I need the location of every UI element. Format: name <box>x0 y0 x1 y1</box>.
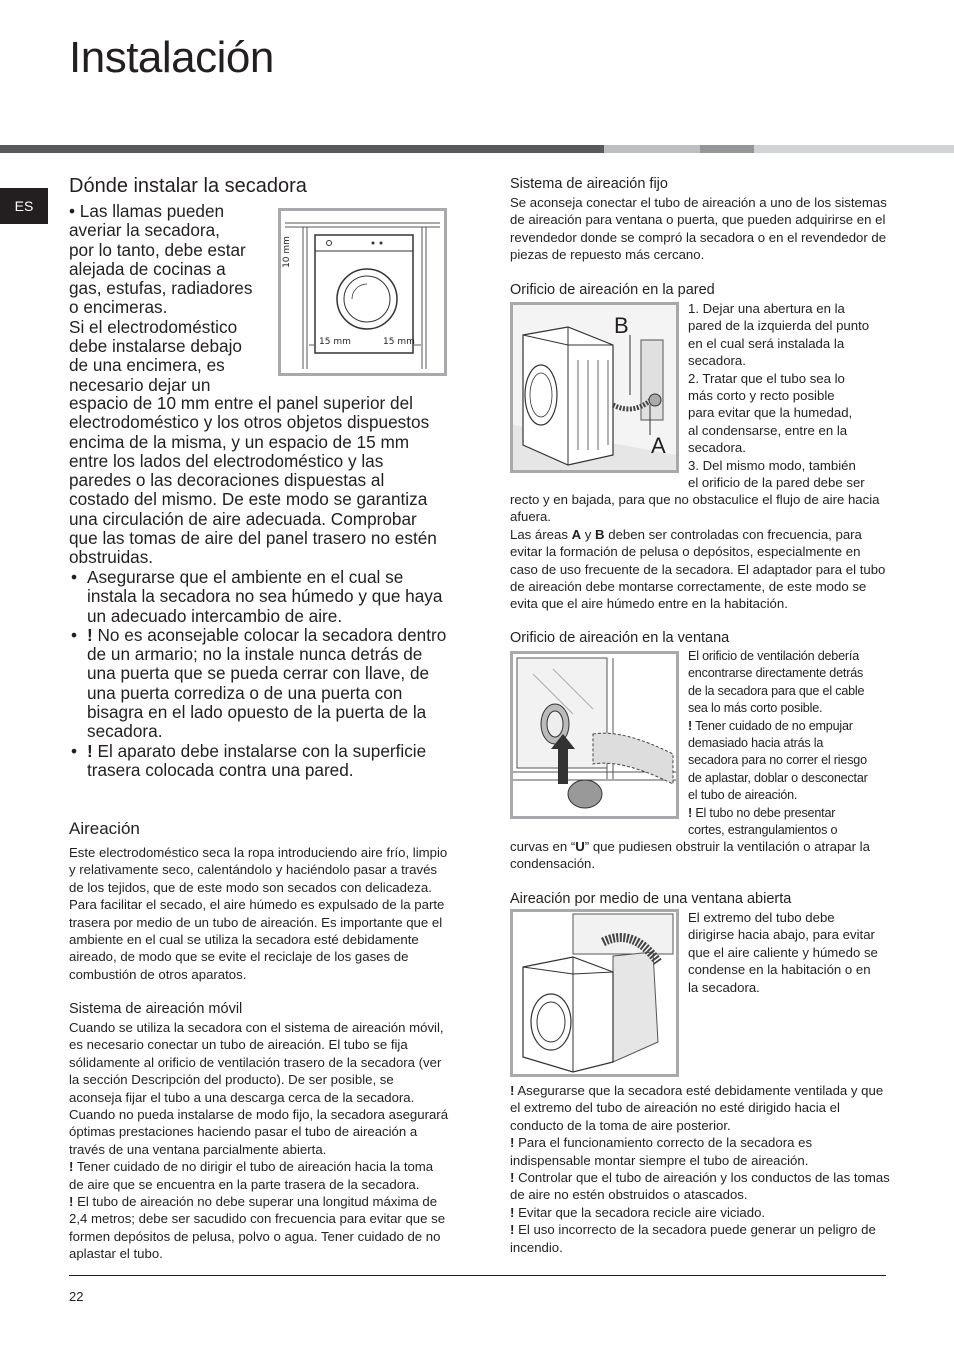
movil-note-1 <box>69 1158 449 1193</box>
warning-mark: ! <box>510 1135 515 1151</box>
final-note-5 <box>510 1221 890 1256</box>
area-b-ref: B <box>595 526 605 542</box>
pared-line: 2. Tratar que el tubo sea lo <box>688 370 845 386</box>
note-text: Tener cuidado de no empujar <box>695 718 853 733</box>
clearance-label-left: 15 mm <box>319 337 351 347</box>
page-number: 22 <box>69 1289 84 1304</box>
abierta-line: que el aire caliente y húmedo se <box>688 944 878 960</box>
ventana-line <box>688 805 898 822</box>
ventana-side-text <box>688 648 898 839</box>
ventana-heading: Orificio de aireación en la ventana <box>510 630 730 646</box>
warning-mark: ! <box>69 1194 74 1210</box>
warning-mark: ! <box>87 624 93 645</box>
aireacion-heading: Aireación <box>69 819 140 838</box>
aireacion-text: Este electrodoméstico seca la ropa introduciendo aire frío, limpio y relativamente seco, calentándolo y haciéndolo pasar a través de los tejidos, que de este modo son secados con delicadeza. Para facilitar el secado, el aire húmedo es expulsado de la parte trasera por medio de un tubo de aireación. Es importante que el ambiente en el cual se utiliza la secadora esté debidamente aireado, de modo que se evite el reciclaje de los gases de combustión de otros aparatos. <box>69 845 448 982</box>
ventana-line: de aplastar, doblar o desconectar <box>688 770 868 785</box>
note-text: Evitar que la secadora recicle aire viciado. <box>518 1204 766 1220</box>
pared-line: en el cual será instalada la <box>688 335 845 351</box>
where-bullet-2: • Asegurarse que el ambiente en el cual se instala la secadora no sea húmedo y que haya un adecuado intercambio de aire. <box>71 567 443 626</box>
where-line: necesario dejar un <box>69 374 211 395</box>
ventana-line: demasiado hacia atrás la <box>688 736 824 751</box>
area-a-ref: A <box>571 526 582 542</box>
dryer-clearance-illustration <box>281 211 444 373</box>
text-span: ” que pudiesen obstruir la ventilación o atrapar la condensación. <box>510 839 870 872</box>
final-note-3 <box>510 1169 890 1204</box>
text-span: deben ser controladas con frecuencia, para evitar la formación de pelusa o depósitos, especialmente en caso de uso frecuente de la secadora. El adaptador para el tubo de aireación debe montarse correctamente, de este modo se evita que el aire húmedo entre en la habitación. <box>510 526 886 612</box>
where-bullet-4: • ! El aparato debe instalarse con la superficie trasera colocada contra una pared. <box>71 740 427 780</box>
abierta-line: dirigirse hacia abajo, para evitar <box>688 927 875 943</box>
pared-cont-text: recto y en bajada, para que no obstaculice el flujo de aire hacia afuera. <box>510 492 880 525</box>
note-text: El uso incorrecto de la secadora puede generar un peligro de incendio. <box>510 1222 876 1255</box>
bullet-text: Asegurarse que el ambiente en el cual se instala la secadora no sea húmedo y que haya un adecuado intercambio de aire. <box>87 567 443 626</box>
abierta-line: El extremo del tubo debe <box>688 910 835 925</box>
window-vent-illustration <box>513 654 676 816</box>
pared-line: secadora. <box>688 440 746 456</box>
final-note-4 <box>510 1204 890 1221</box>
warning-mark: ! <box>688 805 692 820</box>
pared-line: 3. Del mismo modo, también <box>688 457 856 473</box>
note-text: El tubo de aireación no debe superar una longitud máxima de 2,4 metros; debe ser sacudido con frecuencia para evitar que se formen depósitos de pelusa, polvo o agua. Tener cuidado de no aplastar el tubo. <box>69 1194 446 1262</box>
where-bullet-3: • ! No es aconsejable colocar la secadora dentro de un armario; no la instale nunca detrás de una puerta que se pueda cerrar con llave, de una puerta corrediza o de una puerta con bisagra en el lado opuesto de la puerta de la secadora. <box>71 624 447 742</box>
where-line: de una encimera, es <box>69 355 225 376</box>
open-window-figure <box>510 909 679 1077</box>
where-line: debe instalarse debajo <box>69 336 242 357</box>
warning-mark: ! <box>510 1222 515 1238</box>
where-line: Si el electrodoméstico <box>69 316 238 337</box>
wall-vent-figure <box>510 302 679 473</box>
header-bar-light-2 <box>754 145 954 153</box>
header-bar-mid <box>700 145 754 153</box>
page-title: Instalación <box>69 33 274 82</box>
abierta-line: condense en la habitación o en <box>688 962 871 978</box>
where-line: por lo tanto, debe estar <box>69 239 246 260</box>
ventana-line: el tubo de aireación. <box>688 788 798 803</box>
where-line: averiar la secadora, <box>69 220 220 241</box>
footer-rule <box>69 1275 886 1276</box>
bullet-text: El aparato debe instalarse con la superficie trasera colocada contra una pared. <box>87 740 427 780</box>
text-span: y <box>581 526 596 542</box>
language-tab: ES <box>0 188 48 224</box>
note-text: Para el funcionamiento correcto de la secadora es indispensable montar siempre el tubo de aireación. <box>510 1135 813 1168</box>
warning-mark: ! <box>688 718 692 733</box>
warning-mark: ! <box>69 1159 74 1175</box>
clearance-figure <box>278 208 447 376</box>
pared-heading: Orificio de aireación en la pared <box>510 282 715 298</box>
ventana-line: encontrarse directamente detrás <box>688 666 864 681</box>
final-notes <box>510 1082 890 1256</box>
header-bar-dark <box>0 145 604 153</box>
where-line: alejada de cocinas a <box>69 258 226 279</box>
pared-side-text <box>688 300 888 491</box>
clearance-label-top: 10 mm <box>281 236 292 268</box>
abierta-line: la secadora. <box>688 979 760 995</box>
ventana-line: secadora para no correr el riesgo <box>688 753 867 768</box>
movil-text: Cuando se utiliza la secadora con el sistema de aireación móvil, es necesario conectar un tubo de aireación. El tubo se fija sólidamente al orificio de ventilación trasero de la secadora (ver la sección Descripción del producto). De ser posible, se aconseja fijar el tubo a una descarga cerca de la secadora. Cuando no pueda instalarse de modo fijo, la secadora asegurará óptimas prestaciones haciendo pasar el tubo de aireación a través de una ventana parcialmente abierta. <box>69 1020 449 1157</box>
pared-line: para evitar que la humedad, <box>688 405 853 421</box>
warning-mark: ! <box>510 1083 515 1098</box>
header-bar-light <box>604 145 700 153</box>
where-bullet-1-rest: espacio de 10 mm entre el panel superior del electrodoméstico y los otros objetos dispuestos encima de la misma, y un espacio de 15 mm entre los lados del electrodoméstico y las paredes o las decoraciones dispuestas al costado del mismo. De este modo se garantiza una circulación de aire adecuada. Comprobar que las tomas de aire del panel trasero no estén obstruidas. <box>69 393 437 568</box>
movil-note-2 <box>69 1193 449 1263</box>
warning-mark: ! <box>87 740 93 761</box>
clearance-label-right: 15 mm <box>383 337 415 347</box>
where-bullets <box>69 568 449 780</box>
open-window-illustration <box>513 912 676 1074</box>
where-line: • Las llamas pueden <box>69 201 225 221</box>
abierta-heading: Aireación por medio de una ventana abierta <box>510 891 792 907</box>
label-a: A <box>651 433 666 458</box>
final-note-2 <box>510 1134 890 1169</box>
text-span: Las áreas <box>510 526 572 542</box>
ventana-line: El orificio de ventilación debería <box>688 649 860 663</box>
pared-line: 1. Dejar una abertura en la <box>688 301 845 316</box>
note-text: Asegurarse que la secadora esté debidamente ventilada y que el extremo del tubo de aireación no esté dirigido hacia el conducto de la toma de aire posterior. <box>510 1083 884 1133</box>
fijo-text: Se aconseja conectar el tubo de aireación a uno de los sistemas de aireación para ventana o puerta, que pueden adquirirse en el revendedor donde se compró la secadora o en el revendedor de piezas de repuesto más cercano. <box>510 195 887 263</box>
fijo-heading: Sistema de aireación fijo <box>510 176 668 192</box>
window-vent-figure <box>510 651 679 819</box>
warning-mark: ! <box>510 1170 515 1186</box>
abierta-side-text <box>688 909 898 996</box>
u-shape-ref: U <box>575 839 585 854</box>
pared-areas-text <box>510 526 888 613</box>
final-note-1 <box>510 1082 890 1134</box>
pared-line: pared de la izquierda del punto <box>688 318 870 334</box>
text-span: curvas en “ <box>510 839 576 854</box>
where-line: gas, estufas, radiadores <box>69 278 253 299</box>
ventana-continued <box>510 838 888 873</box>
ventana-line <box>688 718 898 735</box>
pared-line: el orificio de la pared debe ser <box>688 475 865 491</box>
pared-line: secadora. <box>688 353 746 369</box>
ventana-line: sea lo más corto posible. <box>688 701 823 716</box>
where-heading: Dónde instalar la secadora <box>69 175 307 197</box>
note-text: Tener cuidado de no dirigir el tubo de aireación hacia la toma de aire que se encuentra en la parte trasera de la secadora. <box>69 1159 434 1192</box>
ventana-line: de la secadora para que el cable <box>688 683 865 698</box>
pared-line: al condensarse, entre en la <box>688 422 848 438</box>
pared-continued <box>510 491 888 613</box>
note-text: El tubo no debe presentar <box>695 805 836 820</box>
label-b: B <box>614 313 629 338</box>
where-line: o encimeras. <box>69 297 168 318</box>
ventana-line: cortes, estrangulamientos o <box>688 823 838 838</box>
note-text: Controlar que el tubo de aireación y los conductos de las tomas de aire no estén obstruidos o atascados. <box>510 1170 890 1203</box>
warning-mark: ! <box>510 1204 515 1220</box>
movil-block <box>69 1019 449 1263</box>
pared-line: más corto y recto posible <box>688 388 835 404</box>
movil-heading: Sistema de aireación móvil <box>69 1001 243 1017</box>
bullet-text: No es aconsejable colocar la secadora dentro de un armario; no la instale nunca detrás de una puerta que se pueda cerrar con llave, de una puerta corrediza o de una puerta con bisagra en el lado opuesto de la puerta de la secadora. <box>87 624 447 742</box>
where-bullet-1-wrap <box>69 202 269 395</box>
